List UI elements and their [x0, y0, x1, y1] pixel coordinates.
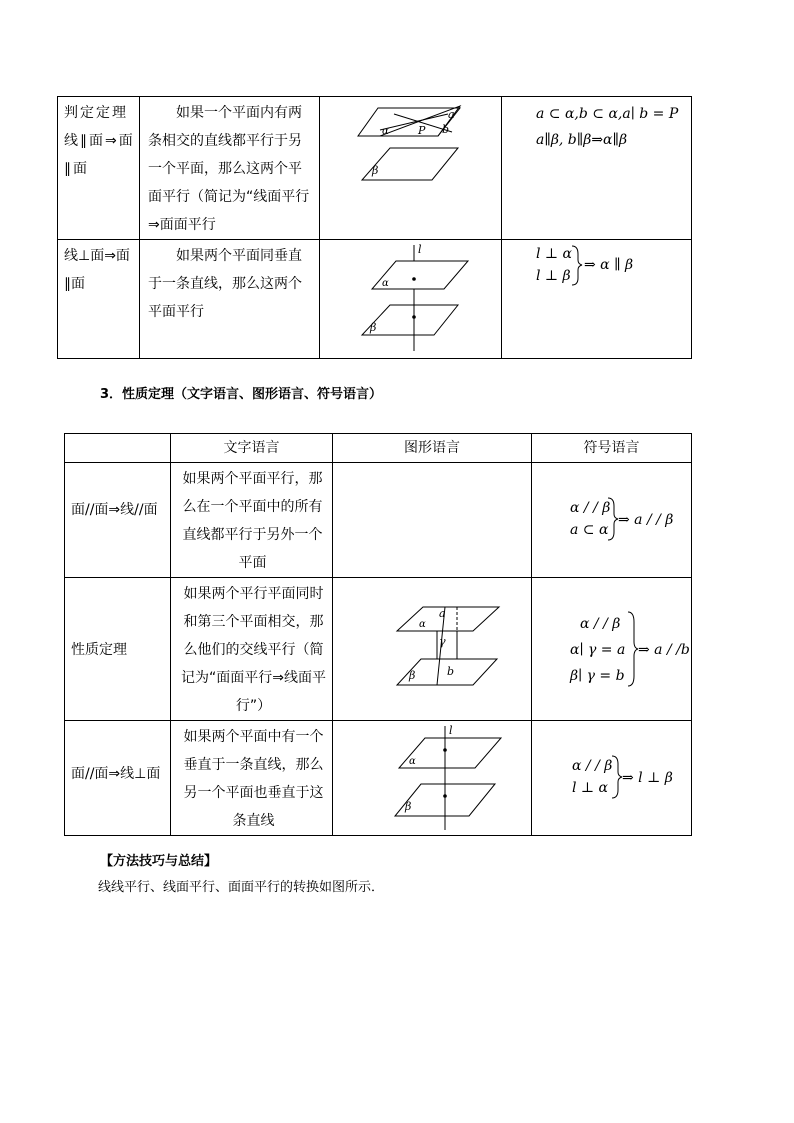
label-alpha: α — [382, 126, 389, 137]
table-row — [58, 240, 692, 359]
row-name: 面//面⇒线//面 — [65, 463, 171, 578]
svg-text:α / / β: α / / β — [572, 758, 613, 774]
table-row — [65, 463, 692, 578]
section-title: 3．性质定理（文字语言、图形语言、符号语言） — [100, 387, 383, 402]
table-property-theorems — [64, 433, 692, 836]
tips-body: 线线平行、线面平行、面面平行的转换如图所示． — [98, 880, 385, 895]
figure-perpendicular-line-planes — [320, 240, 502, 359]
row-symbol: a ⊂ α,b ⊂ α,a∣ b = P a∥β, b∥β⇒α∥β — [502, 97, 692, 240]
label-l: l — [418, 242, 422, 256]
row-name: 判定定理线∥面⇒面∥面 — [58, 97, 140, 240]
row-symbol — [532, 463, 692, 578]
header-symbol-language: 符号语言 — [532, 434, 692, 463]
label-P: P — [418, 124, 426, 137]
svg-text:⇒ a / /b: ⇒ a / /b — [638, 642, 690, 658]
label-b: b — [447, 665, 455, 678]
row-text: 如果两个平面平行，那么在一个平面中的所有直线都平行于另外一个平面 — [171, 463, 333, 578]
row-symbol — [532, 721, 692, 836]
label-l: l — [449, 724, 453, 737]
svg-text:α / / β: α / / β — [570, 500, 611, 516]
figure-intersecting-lines-planes — [320, 97, 502, 240]
figure-third-plane-intersection — [333, 578, 532, 721]
row-text: 如果两个平面中有一个垂直于一条直线，那么另一个平面也垂直于这条直线 — [171, 721, 333, 836]
row-symbol — [532, 578, 692, 721]
label-b: b — [442, 123, 450, 136]
svg-text:⇒ l ⊥ β: ⇒ l ⊥ β — [622, 770, 673, 786]
svg-text:⇒ a / / β: ⇒ a / / β — [618, 512, 674, 528]
label-beta: β — [372, 164, 379, 177]
row-text: 如果两个平行平面同时和第三个平面相交，那么他们的交线平行（简记为“面面平行⇒线面平行”） — [171, 578, 333, 721]
label-alpha: α — [419, 619, 426, 630]
row-name: 性质定理 — [65, 578, 171, 721]
svg-text:⇒ α ∥ β: ⇒ α ∥ β — [584, 257, 634, 273]
header-text-language: 文字语言 — [171, 434, 333, 463]
table-header-row — [65, 434, 692, 463]
row-symbol — [502, 240, 692, 359]
svg-text:α / / β: α / / β — [580, 616, 621, 632]
table-row — [65, 721, 692, 836]
header-figure-language: 图形语言 — [333, 434, 532, 463]
row-name: 线⊥面⇒面∥面 — [58, 240, 140, 359]
header-empty — [65, 434, 171, 463]
label-a: a — [439, 607, 446, 620]
figure-empty — [333, 463, 532, 578]
label-a: a — [448, 108, 455, 121]
table-judgement-theorems — [57, 96, 692, 359]
label-gamma: γ — [439, 635, 446, 648]
svg-text:a ⊂ α: a ⊂ α — [570, 522, 609, 538]
tips-title: 【方法技巧与总结】 — [100, 854, 218, 869]
figure-perpendicular-line-parallel-planes — [333, 721, 532, 836]
table-row — [58, 97, 692, 240]
label-alpha: α — [409, 756, 416, 767]
label-alpha: α — [382, 277, 389, 289]
label-beta: β — [405, 800, 412, 813]
table-row — [65, 578, 692, 721]
row-name: 面//面⇒线⊥面 — [65, 721, 171, 836]
label-beta: β — [409, 669, 416, 682]
label-beta: β — [370, 320, 377, 334]
svg-text:β∣ γ = b: β∣ γ = b — [570, 668, 625, 684]
svg-text:l ⊥ β: l ⊥ β — [536, 268, 571, 284]
svg-text:α∣ γ = a: α∣ γ = a — [570, 642, 626, 658]
row-text: 如果两个平面同垂直于一条直线，那么这两个平面平行 — [140, 240, 320, 359]
svg-text:l ⊥ α: l ⊥ α — [572, 780, 608, 796]
row-text: 如果一个平面内有两条相交的直线都平行于另一个平面，那么这两个平面平行（简记为“线面平行⇒面面平行 — [140, 97, 320, 240]
svg-text:l ⊥ α: l ⊥ α — [536, 246, 572, 262]
